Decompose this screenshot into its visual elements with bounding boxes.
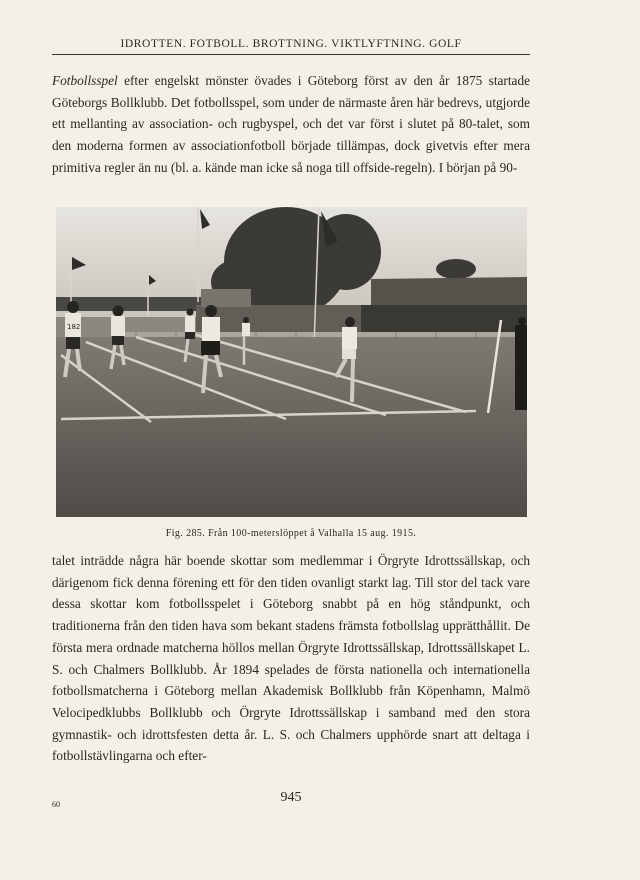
lead-term: Fotbollsspel: [52, 73, 118, 88]
paragraph-2: talet inträdde några här boende skottar som medlemmar i Örgryte Idrottssällskap, och därigenom fick denna förening ett för den tiden ovanligt starkt lag. Till stor del tack vare dessa skottar kom fotbollsspelet i Göteborg snabbt på en hög ståndpunkt, och traditionerna från den tiden hava som bekant stadens främsta fotbollslag upprätthållit. De första mera ordnade matcherna höllos mellan Örgryte Idrottssällskap, Idrottssällskapet L. S. och Chalmers Bollklubb. År 1894 spelades de första nationella och internationella fotbollsmatcherna i Göteborg mellan Akademisk Bollklubb från Köpenhamn, Malmö Velocipedklubbs Bollklubb och Örgryte Idrottssällskap i samband med den stora gymnastik- och idrottsfesten detta år. L. S. och Chalmers upphörde snart att deltaga i fotbollstävlingarna och efter-: [52, 553, 530, 764]
page-number: 945: [280, 790, 302, 805]
figure-caption: Fig. 285. Från 100-meterslöppet å Valhalla 15 aug. 1915.: [165, 528, 417, 539]
race-photograph: [56, 207, 527, 517]
running-header: IDROTTEN. FOTBOLL. BROTTNING. VIKTLYFTNING. GOLF: [52, 38, 530, 55]
paragraph-1-text: efter engelskt mönster övades i Göteborg först av den år 1875 startade Göteborgs Bollklubb. Det fotbollsspel, som under de närmaste åren här bedrevs, utgjorde ett mellanting av association- och rugbyspel, och det var först i slutet på 80-talet, som den moderna formen av associationfotboll började tillämpas, dock givetvis efter mera primitiva regler än nu (bl. a. kände man icke så noga till offside-regeln). I början på 90-: [52, 73, 530, 175]
photograph-illustration: [56, 207, 527, 517]
paragraph-1: [52, 70, 530, 179]
bib-number: 182: [67, 323, 81, 331]
folio-mark: 60: [52, 800, 60, 809]
